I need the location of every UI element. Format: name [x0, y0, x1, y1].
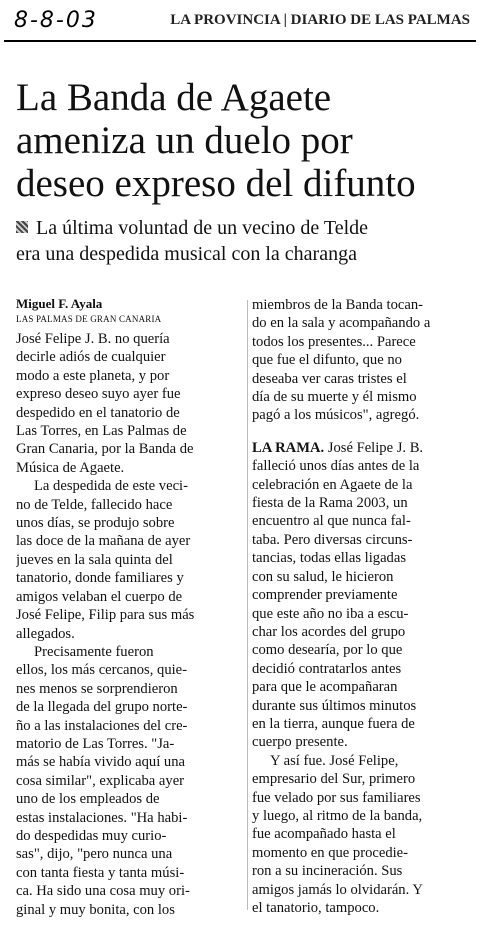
- paragraph-gap: [252, 425, 466, 439]
- article-text-line: unos días, se produjo sobre: [16, 515, 175, 532]
- left-column: [16, 296, 244, 919]
- square-bullet-icon: [16, 221, 28, 233]
- article-text-line: allegados.: [16, 625, 75, 642]
- article-text-line: comprender previamente: [252, 587, 398, 604]
- article-text-line: amigos velaban el cuerpo de: [16, 588, 183, 605]
- article-text-line: momento en que procedie-: [252, 844, 409, 861]
- article-text-line: durante sus últimos minutos: [252, 697, 417, 714]
- article-text-line: José Felipe, Filip para sus más: [16, 607, 195, 624]
- article-text-line: cuerpo presente.: [252, 734, 348, 751]
- handwritten-date: 8-8-03: [14, 8, 98, 33]
- article-text-line: todos los presentes... Parece: [252, 333, 416, 350]
- article-text-line: y luego, al ritmo de la banda,: [252, 807, 423, 824]
- article-text-line: estas instalaciones. "Ha habi-: [16, 809, 188, 826]
- article-text-line: el tanatorio, tampoco.: [252, 900, 380, 916]
- article-text-line: amigos jamás lo olvidarán. Y: [252, 881, 423, 898]
- article-text-line: expreso deseo suyo ayer fue: [16, 386, 181, 403]
- article-text-line: fiesta de la Rama 2003, un: [252, 495, 408, 512]
- article-text: José Felipe J. B.: [324, 439, 424, 456]
- article-text-line: modo a este planeta, y por: [16, 367, 170, 384]
- article-text-line: decidió contratarlos antes: [252, 660, 402, 677]
- article-text-line: no de Telde, fallecido hace: [16, 496, 173, 513]
- article-text-line: empresario del Sur, primero: [252, 771, 416, 788]
- article-text-line: nes menos se sorprendieron: [16, 680, 178, 697]
- article-text-line: deseaba ver caras tristes el: [252, 370, 407, 387]
- article-text-line: como desearía, por lo que: [252, 642, 403, 659]
- article-text-line: que fue el difunto, que no: [252, 352, 402, 369]
- subheadline: [16, 215, 472, 267]
- article-text-line: ron a su incineración. Sus: [252, 863, 403, 880]
- article-text-line: cosa similar", explicaba ayer: [16, 772, 185, 789]
- article-text-line: do en la sala y acompañando a: [252, 315, 431, 332]
- article-text-line: José Felipe J. B. no quería: [16, 331, 170, 347]
- article-text-line: fue acompañado hasta el: [252, 826, 396, 843]
- article-text-line: falleció unos días antes de la: [252, 458, 420, 475]
- article-text-line: sas", dijo, "pero nunca una: [16, 846, 173, 863]
- column-divider: [247, 300, 248, 910]
- article-text-line: Precisamente fueron: [34, 643, 154, 660]
- subhead-line: era una despedida musical con la charanga: [16, 243, 357, 265]
- article-text-line: con tanta fiesta y tanta músi-: [16, 864, 185, 881]
- article-text-line: fue velado por sus familiares: [252, 789, 421, 806]
- article-text-line: uno de los empleados de: [16, 791, 160, 808]
- article-text-line: en la tierra, aunque fuera de: [252, 715, 415, 732]
- article-text-line: Música de Agaete.: [16, 459, 125, 476]
- article-text-line: matorio de Las Torres. "Ja-: [16, 735, 175, 752]
- headline: [16, 76, 472, 205]
- article-text-line: ca. Ha sido una cosa muy ori-: [16, 883, 190, 900]
- headline-line: La Banda de Agaete: [16, 76, 332, 119]
- headline-line: deseo expreso del difunto: [16, 162, 416, 205]
- byline-author: Miguel F. Ayala: [16, 296, 103, 311]
- headline-line: ameniza un duelo por: [16, 119, 353, 162]
- article-text-line: tancias, todas ellas ligadas: [252, 550, 406, 567]
- article-text-line: Las Torres, en Las Palmas de: [16, 423, 187, 440]
- article-text-line: do despedidas muy curio-: [16, 827, 167, 844]
- article-text-line: las doce de la mañana de ayer: [16, 533, 191, 550]
- article-text-line: char los acordes del grupo: [252, 623, 406, 640]
- article-text-line: despedido en el tanatorio de: [16, 404, 180, 421]
- article-text-line: tanatorio, donde familiares y: [16, 570, 184, 587]
- section-lead: LA RAMA.: [252, 439, 325, 456]
- article-text-line: Y así fue. José Felipe,: [270, 752, 399, 769]
- article-text-line: taba. Pero diversas circuns-: [252, 531, 413, 548]
- article-text-line: para que le acompañaran: [252, 679, 398, 696]
- article-text-line: [252, 439, 466, 457]
- right-column: [252, 296, 466, 917]
- article-text-line: día de su muerte y él mismo: [252, 389, 417, 406]
- article-text-line: jueves en la sala quinta del: [16, 551, 173, 568]
- article-text-line: ginal y muy bonita, con los: [16, 901, 175, 918]
- article-text-line: celebración en Agaete de la: [252, 476, 413, 493]
- byline-place: LAS PALMAS DE GRAN CANARIA: [16, 314, 162, 324]
- article-text-line: más se había vivido aquí una: [16, 754, 186, 771]
- newspaper-masthead: LA PROVINCIA | DIARIO DE LAS PALMAS: [170, 12, 470, 28]
- article-text-line: miembros de la Banda tocan-: [252, 297, 424, 313]
- article-text-line: encuentro al que nunca fal-: [252, 513, 411, 530]
- article-text-line: Gran Canaria, por la Banda de: [16, 441, 194, 458]
- article-text-line: con su salud, le hicieron: [252, 568, 394, 585]
- header-rule: [4, 40, 476, 42]
- article-text-line: ño a las instalaciones del cre-: [16, 717, 188, 734]
- article-text-line: decirle adiós de cualquier: [16, 349, 166, 366]
- subhead-line: La última voluntad de un vecino de Telde: [36, 217, 369, 239]
- article-text-line: ellos, los más cercanos, quie-: [16, 662, 188, 679]
- article-text-line: que este año no iba a escu-: [252, 605, 409, 622]
- article-text-line: pagó a los músicos", agregó.: [252, 407, 420, 424]
- article-text-line: La despedida de este veci-: [34, 478, 188, 495]
- article-text-line: de la llegada del grupo norte-: [16, 699, 188, 716]
